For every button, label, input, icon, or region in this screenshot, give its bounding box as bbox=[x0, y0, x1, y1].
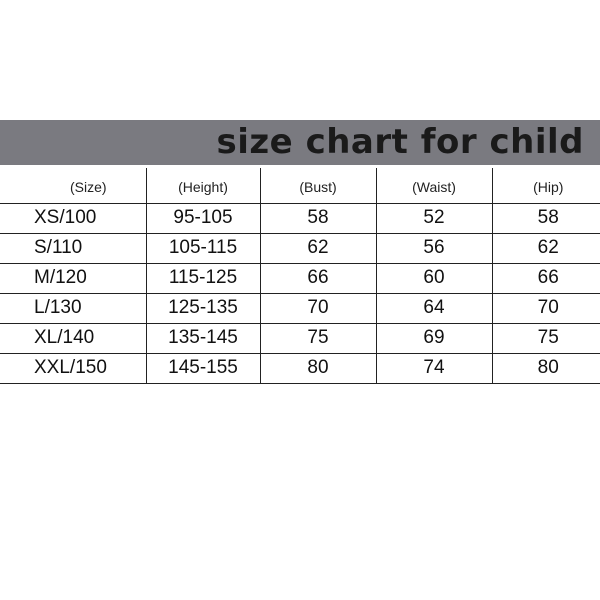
cell-height: 115-125 bbox=[146, 263, 260, 293]
cell-waist: 60 bbox=[376, 263, 492, 293]
column-header-height: (Height) bbox=[146, 168, 260, 203]
cell-bust: 80 bbox=[260, 353, 376, 383]
cell-bust: 70 bbox=[260, 293, 376, 323]
title-bar bbox=[0, 120, 600, 165]
cell-hip: 62 bbox=[492, 233, 600, 263]
cell-waist: 69 bbox=[376, 323, 492, 353]
cell-size: S/110 bbox=[0, 233, 146, 263]
cell-hip: 80 bbox=[492, 353, 600, 383]
cell-waist: 52 bbox=[376, 203, 492, 233]
page-title: size chart for child bbox=[216, 122, 584, 162]
cell-waist: 56 bbox=[376, 233, 492, 263]
table-row bbox=[0, 203, 600, 233]
table-row bbox=[0, 323, 600, 353]
column-header-waist: (Waist) bbox=[376, 168, 492, 203]
cell-hip: 66 bbox=[492, 263, 600, 293]
cell-height: 105-115 bbox=[146, 233, 260, 263]
cell-hip: 70 bbox=[492, 293, 600, 323]
cell-bust: 62 bbox=[260, 233, 376, 263]
cell-hip: 75 bbox=[492, 323, 600, 353]
table-row bbox=[0, 353, 600, 383]
cell-bust: 58 bbox=[260, 203, 376, 233]
column-header-size: (Size) bbox=[0, 168, 146, 203]
cell-size: M/120 bbox=[0, 263, 146, 293]
table-header-row bbox=[0, 168, 600, 203]
table-row bbox=[0, 293, 600, 323]
column-header-bust: (Bust) bbox=[260, 168, 376, 203]
cell-height: 125-135 bbox=[146, 293, 260, 323]
cell-size: XL/140 bbox=[0, 323, 146, 353]
cell-height: 145-155 bbox=[146, 353, 260, 383]
cell-size: L/130 bbox=[0, 293, 146, 323]
cell-size: XS/100 bbox=[0, 203, 146, 233]
cell-size: XXL/150 bbox=[0, 353, 146, 383]
cell-waist: 64 bbox=[376, 293, 492, 323]
cell-height: 135-145 bbox=[146, 323, 260, 353]
cell-waist: 74 bbox=[376, 353, 492, 383]
cell-bust: 66 bbox=[260, 263, 376, 293]
size-chart-table bbox=[0, 168, 600, 384]
cell-bust: 75 bbox=[260, 323, 376, 353]
table-row bbox=[0, 263, 600, 293]
column-header-hip: (Hip) bbox=[492, 168, 600, 203]
cell-height: 95-105 bbox=[146, 203, 260, 233]
cell-hip: 58 bbox=[492, 203, 600, 233]
table-row bbox=[0, 233, 600, 263]
